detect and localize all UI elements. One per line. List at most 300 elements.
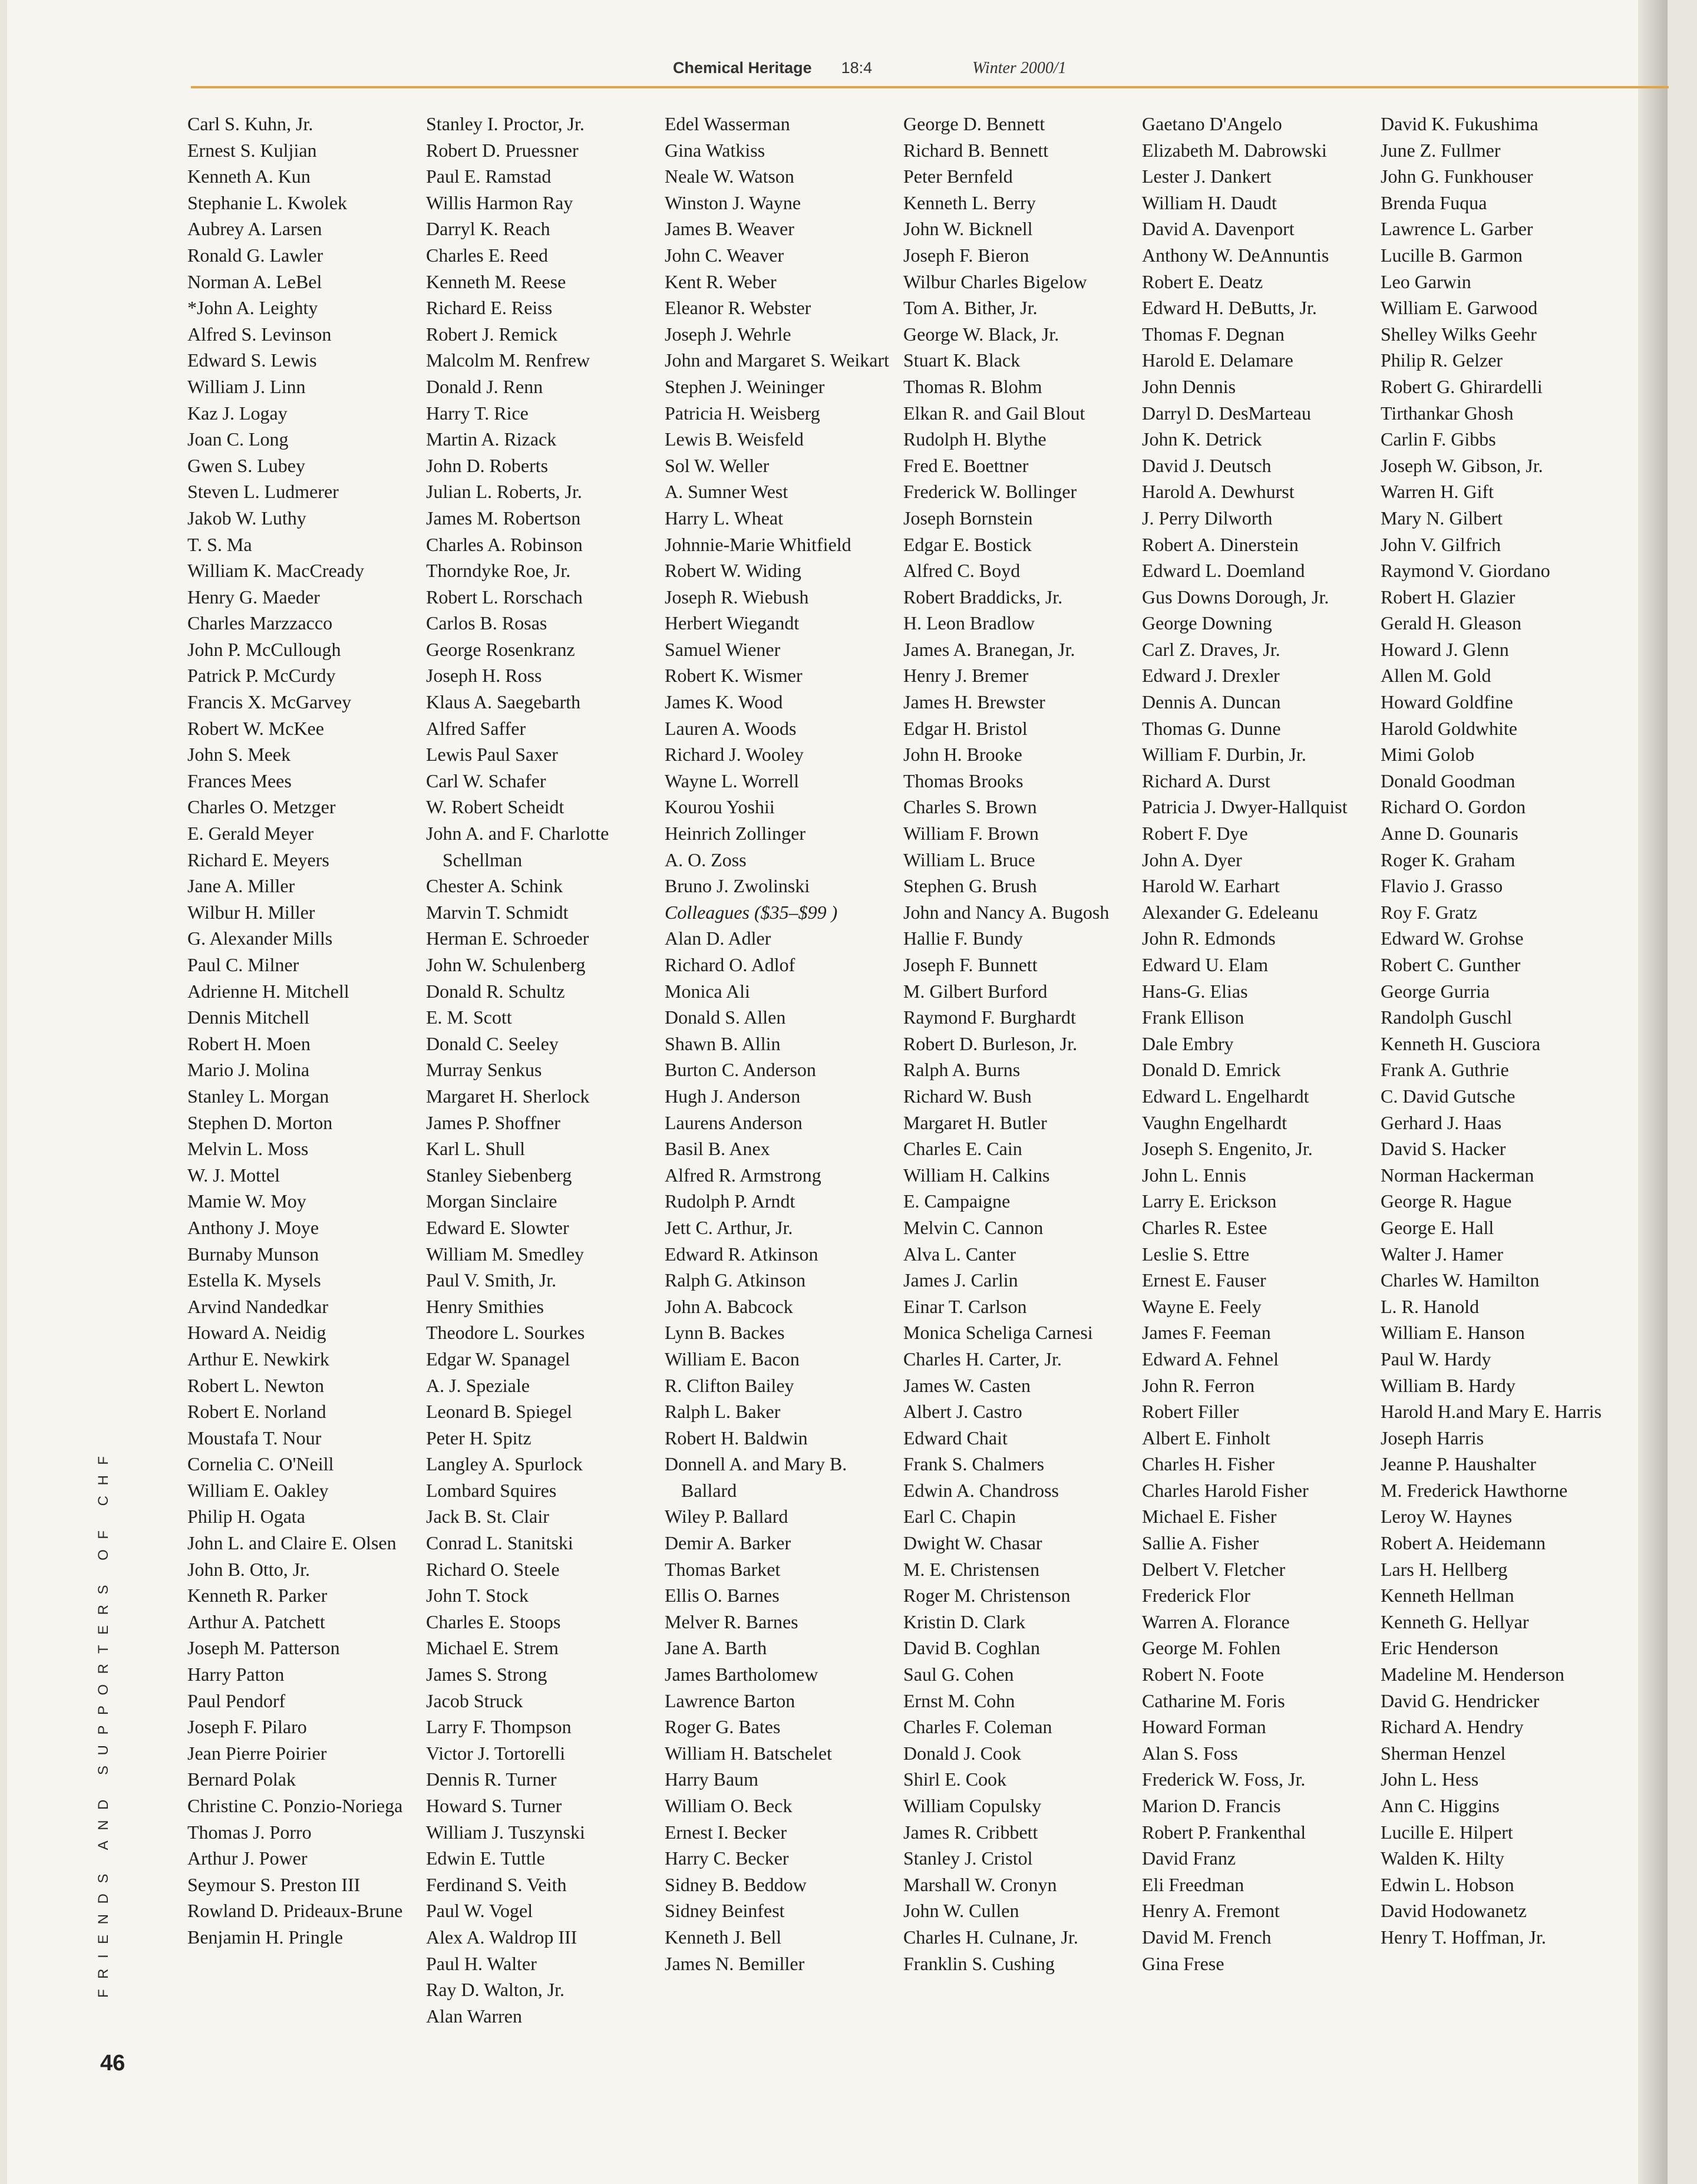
donor-name: Frederick Flor [1142, 1585, 1250, 1606]
donor-name: Robert W. McKee [187, 717, 324, 739]
magazine-title: Chemical Heritage [673, 59, 812, 77]
donor-name: Robert E. Deatz [1142, 270, 1263, 292]
donor-name: Frank S. Chalmers [903, 1453, 1045, 1475]
donor-name: James P. Shoffner [426, 1111, 560, 1133]
donor-name: Wayne L. Worrell [665, 770, 799, 791]
donor-name: Donald S. Allen [665, 1007, 786, 1028]
donor-name: Charles A. Robinson [426, 533, 583, 555]
donor-name: Arthur J. Power [187, 1848, 308, 1869]
donor-name: Burton C. Anderson [665, 1059, 816, 1081]
donor-name: Saul G. Cohen [903, 1664, 1014, 1685]
donor-name: Joseph J. Wehrle [665, 323, 791, 345]
donor-name: Arthur A. Patchett [187, 1611, 325, 1632]
donor-name: John W. Bicknell [903, 218, 1033, 240]
donor-name: Karl L. Shull [426, 1138, 525, 1160]
donor-name: Stephanie L. Kwolek [187, 192, 348, 213]
donor-name: William F. Durbin, Jr. [1142, 744, 1306, 766]
donor-name: W. Robert Scheidt [426, 796, 564, 818]
donor-name: Joseph S. Engenito, Jr. [1142, 1138, 1313, 1160]
donor-name: Hallie F. Bundy [903, 928, 1023, 949]
donor-name: John and Margaret S. Weikart [665, 349, 890, 371]
donor-name: Peter Bernfeld [903, 166, 1013, 187]
donor-name: Stanley L. Morgan [187, 1085, 329, 1107]
donor-name: John L. Ennis [1142, 1164, 1246, 1186]
donor-name: Donald C. Seeley [426, 1032, 559, 1054]
donor-name: Henry G. Maeder [187, 586, 320, 608]
donor-name: *John A. Leighty [187, 297, 318, 319]
donor-name: William E. Oakley [187, 1479, 329, 1501]
donor-name: David J. Deutsch [1142, 454, 1272, 476]
donor-name: J. Perry Dilworth [1142, 507, 1273, 529]
donor-name: Ernest S. Kuljian [187, 139, 317, 161]
donor-name: Joseph R. Wiebush [665, 586, 809, 608]
donor-name: Charles E. Stoops [426, 1611, 561, 1632]
donor-name: Robert A. Heidemann [1381, 1532, 1546, 1554]
donor-name: John R. Ferron [1142, 1374, 1255, 1396]
donor-name: Bernard Polak [187, 1769, 296, 1790]
donor-name: David B. Coghlan [903, 1637, 1040, 1659]
donor-name: Jean Pierre Poirier [187, 1742, 327, 1764]
donor-name: Robert Braddicks, Jr. [903, 586, 1063, 608]
donor-name: Melver R. Barnes [665, 1611, 798, 1632]
donor-name: James N. Bemiller [665, 1952, 805, 1974]
donor-name: Ernst M. Cohn [903, 1690, 1015, 1711]
donor-name: Robert P. Frankenthal [1142, 1821, 1306, 1843]
donor-name: Randolph Guschl [1381, 1007, 1513, 1028]
donor-name: William M. Smedley [426, 1243, 585, 1265]
donor-name: Alfred S. Levinson [187, 323, 332, 345]
donor-name: Charles S. Brown [903, 796, 1037, 818]
donor-name: Stephen D. Morton [187, 1111, 333, 1133]
donor-name: Alfred C. Boyd [903, 560, 1021, 582]
donor-name: Henry T. Hoffman, Jr. [1381, 1926, 1546, 1948]
donor-name: Wayne E. Feely [1142, 1295, 1262, 1317]
donor-name: Estella K. Mysels [187, 1269, 321, 1291]
donor-name: Robert D. Burleson, Jr. [903, 1032, 1078, 1054]
donor-name: Joseph Harris [1381, 1427, 1484, 1449]
donor-name: Tom A. Bither, Jr. [903, 297, 1038, 319]
donor-name: Franklin S. Cushing [903, 1952, 1055, 1974]
donor-name: Brenda Fuqua [1381, 192, 1487, 213]
donor-name: Alan Warren [426, 2005, 522, 2027]
donor-name: Leroy W. Haynes [1381, 1506, 1513, 1528]
donor-name: Rudolph H. Blythe [903, 428, 1046, 450]
donor-name: William E. Bacon [665, 1348, 800, 1370]
donor-name: Robert Filler [1142, 1401, 1239, 1423]
donor-name: Edwin E. Tuttle [426, 1848, 545, 1869]
donor-name: C. David Gutsche [1381, 1085, 1516, 1107]
donor-name: Rudolph P. Arndt [665, 1190, 795, 1212]
donor-name: Ernest E. Fauser [1142, 1269, 1266, 1291]
donor-name: John B. Otto, Jr. [187, 1558, 311, 1580]
donor-column-1 [187, 111, 420, 1951]
donor-name: Carlos B. Rosas [426, 612, 547, 634]
donor-name: John W. Cullen [903, 1900, 1019, 1922]
donor-name: Thorndyke Roe, Jr. [426, 560, 571, 582]
donor-name: Joseph Bornstein [903, 507, 1033, 529]
donor-name: Tirthankar Ghosh [1381, 402, 1514, 424]
donor-name: James M. Robertson [426, 507, 581, 529]
donor-name: David M. French [1142, 1926, 1272, 1948]
donor-name: David K. Fukushima [1381, 113, 1538, 134]
donor-name: Roy F. Gratz [1381, 901, 1477, 923]
donor-name: Richard B. Bennett [903, 139, 1049, 161]
donor-name: Seymour S. Preston III [187, 1873, 361, 1895]
donor-name: Dennis Mitchell [187, 1007, 310, 1028]
donor-name: David G. Hendricker [1381, 1690, 1540, 1711]
donor-name: G. Alexander Mills [187, 928, 333, 949]
donor-name: Lucille E. Hilpert [1381, 1821, 1513, 1843]
donor-name: Darryl K. Reach [426, 218, 550, 240]
donor-name: Albert E. Finholt [1142, 1427, 1270, 1449]
donor-name: Henry Smithies [426, 1295, 544, 1317]
donor-name: Thomas R. Blohm [903, 375, 1042, 397]
donor-name: George W. Black, Jr. [903, 323, 1059, 345]
donor-name: Paul C. Milner [187, 954, 299, 975]
donor-name: Lewis Paul Saxer [426, 744, 558, 766]
section-heading: Colleagues ($35–$99 ) [665, 901, 838, 923]
donor-name: R. Clifton Bailey [665, 1374, 794, 1396]
donor-name: George Gurria [1381, 980, 1490, 1002]
donor-name: Edwin L. Hobson [1381, 1873, 1514, 1895]
donor-name: Arthur E. Newkirk [187, 1348, 329, 1370]
donor-column-2 [426, 111, 659, 2029]
donor-name: John S. Meek [187, 744, 291, 766]
donor-name: Dale Embry [1142, 1032, 1234, 1054]
donor-name: Roger G. Bates [665, 1716, 781, 1738]
donor-name: Mamie W. Moy [187, 1190, 306, 1212]
donor-name: William H. Daudt [1142, 192, 1277, 213]
donor-name: Paul W. Hardy [1381, 1348, 1491, 1370]
donor-name: Thomas F. Degnan [1142, 323, 1285, 345]
donor-name: Anthony J. Moye [187, 1216, 319, 1238]
donor-name: Edgar W. Spanagel [426, 1348, 570, 1370]
header-rule [191, 86, 1669, 88]
donor-name: Alexander G. Edeleanu [1142, 901, 1319, 923]
donor-name: Theodore L. Sourkes [426, 1322, 585, 1344]
donor-name: Harry L. Wheat [665, 507, 784, 529]
donor-name: Burnaby Munson [187, 1243, 319, 1265]
donor-name: Gerhard J. Haas [1381, 1111, 1502, 1133]
donor-name: George Downing [1142, 612, 1272, 634]
donor-name: Carl W. Schafer [426, 770, 546, 791]
donor-name: Donald R. Schultz [426, 980, 565, 1002]
issue-season: Winter 2000/1 [972, 59, 1067, 77]
donor-name: Mario J. Molina [187, 1059, 310, 1081]
donor-name: George R. Hague [1381, 1190, 1512, 1212]
donor-name: Joseph H. Ross [426, 665, 542, 687]
donor-name: Edward L. Engelhardt [1142, 1085, 1309, 1107]
donor-name: John A. Dyer [1142, 849, 1242, 870]
donor-name: Elkan R. and Gail Blout [903, 402, 1085, 424]
donor-name: Alex A. Waldrop III [426, 1926, 577, 1948]
donor-name: Robert L. Rorschach [426, 586, 583, 608]
donor-name: Wilbur H. Miller [187, 901, 315, 923]
donor-name: Charles H. Carter, Jr. [903, 1348, 1062, 1370]
donor-name: Lawrence Barton [665, 1690, 795, 1711]
donor-name: Peter H. Spitz [426, 1427, 531, 1449]
donor-name: Charles H. Fisher [1142, 1453, 1275, 1475]
donor-name: Victor J. Tortorelli [426, 1742, 566, 1764]
donor-name: Jakob W. Luthy [187, 507, 306, 529]
donor-name: Frank A. Guthrie [1381, 1059, 1509, 1081]
donor-name: Richard O. Gordon [1381, 796, 1526, 818]
donor-name: James H. Brewster [903, 691, 1045, 713]
donor-name: Elizabeth M. Dabrowski [1142, 139, 1327, 161]
donor-name: Richard E. Meyers [187, 849, 329, 870]
donor-name: Carl Z. Draves, Jr. [1142, 638, 1280, 660]
donor-name: George D. Bennett [903, 113, 1045, 134]
donor-name: John H. Brooke [903, 744, 1022, 766]
donor-name: Robert E. Norland [187, 1401, 326, 1423]
donor-name: Julian L. Roberts, Jr. [426, 481, 582, 503]
donor-name: Vaughn Engelhardt [1142, 1111, 1287, 1133]
donor-name: Joan C. Long [187, 428, 289, 450]
donor-name: Kristin D. Clark [903, 1611, 1026, 1632]
donor-name: L. R. Hanold [1381, 1295, 1480, 1317]
donor-name: Benjamin H. Pringle [187, 1926, 343, 1948]
donor-name: Robert F. Dye [1142, 823, 1248, 844]
donor-name: William E. Garwood [1381, 297, 1538, 319]
donor-name: Eleanor R. Webster [665, 297, 811, 319]
donor-name: A. O. Zoss [665, 849, 747, 870]
donor-name: Kent R. Weber [665, 270, 777, 292]
donor-name: George M. Fohlen [1142, 1637, 1280, 1659]
donor-name: Stuart K. Black [903, 349, 1021, 371]
donor-name: Eric Henderson [1381, 1637, 1498, 1659]
donor-name: Harry Patton [187, 1664, 285, 1685]
donor-name: Kenneth A. Kun [187, 166, 311, 187]
donor-name: Harold E. Delamare [1142, 349, 1293, 371]
donor-name: Paul E. Ramstad [426, 166, 552, 187]
donor-name: Charles E. Cain [903, 1138, 1022, 1160]
donor-name: Stephen J. Weininger [665, 375, 825, 397]
donor-name: John T. Stock [426, 1585, 529, 1606]
donor-name: Frances Mees [187, 770, 292, 791]
donor-name: Walter J. Hamer [1381, 1243, 1503, 1265]
donor-name: Roger M. Christenson [903, 1585, 1071, 1606]
donor-name: Richard O. Adlof [665, 954, 795, 975]
donor-name: Howard A. Neidig [187, 1322, 326, 1344]
donor-name: Charles E. Reed [426, 244, 549, 266]
donor-name: James J. Carlin [903, 1269, 1018, 1291]
donor-name: Harold Goldwhite [1381, 717, 1517, 739]
donor-name: Sherman Henzel [1381, 1742, 1506, 1764]
donor-name: Warren H. Gift [1381, 481, 1494, 503]
donor-name: John C. Weaver [665, 244, 784, 266]
donor-name: John R. Edmonds [1142, 928, 1276, 949]
donor-name: Monica Scheliga Carnesi [903, 1322, 1093, 1344]
donor-name: Langley A. Spurlock [426, 1453, 583, 1475]
donor-name: John and Nancy A. Bugosh [903, 901, 1110, 923]
donor-name: Basil B. Anex [665, 1138, 770, 1160]
donor-name: Darryl D. DesMarteau [1142, 402, 1311, 424]
donor-name: Chester A. Schink [426, 875, 563, 897]
donor-name: William J. Tuszynski [426, 1821, 585, 1843]
donor-name: Steven L. Ludmerer [187, 481, 339, 503]
donor-name: Moustafa T. Nour [187, 1427, 322, 1449]
running-header [673, 59, 1067, 85]
donor-name: Gaetano D'Angelo [1142, 113, 1282, 134]
donor-name: Norman A. LeBel [187, 270, 322, 292]
donor-name: Alan S. Foss [1142, 1742, 1238, 1764]
donor-name: Madeline M. Henderson [1381, 1664, 1564, 1685]
donor-name: Robert H. Moen [187, 1032, 311, 1054]
donor-name: Gus Downs Dorough, Jr. [1142, 586, 1329, 608]
donor-name: Kaz J. Logay [187, 402, 288, 424]
donor-name: Robert J. Remick [426, 323, 558, 345]
donor-name: Marion D. Francis [1142, 1795, 1281, 1816]
donor-name: Paul V. Smith, Jr. [426, 1269, 557, 1291]
donor-name: Donnell A. and Mary B. Ballard [665, 1453, 847, 1501]
donor-name: George Rosenkranz [426, 638, 575, 660]
donor-name: Edward J. Drexler [1142, 665, 1280, 687]
donor-name: Dwight W. Chasar [903, 1532, 1042, 1554]
donor-name: A. Sumner West [665, 481, 788, 503]
section-sidebar-label: FRIENDS AND SUPPORTERS OF CHF [95, 1446, 111, 1998]
donor-name: Gerald H. Gleason [1381, 612, 1522, 634]
donor-name: A. J. Speziale [426, 1374, 530, 1396]
donor-name: Michael E. Fisher [1142, 1506, 1277, 1528]
donor-name: David S. Hacker [1381, 1138, 1506, 1160]
page-number: 46 [100, 2051, 126, 2076]
donor-name: Patrick P. McCurdy [187, 665, 336, 687]
donor-name: Sidney Beinfest [665, 1900, 785, 1922]
donor-name: Sallie A. Fisher [1142, 1532, 1259, 1554]
donor-name: Ralph L. Baker [665, 1401, 781, 1423]
donor-name: Lars H. Hellberg [1381, 1558, 1508, 1580]
donor-name: Leonard B. Spiegel [426, 1401, 572, 1423]
donor-name: Warren A. Florance [1142, 1611, 1290, 1632]
donor-name: Melvin L. Moss [187, 1138, 309, 1160]
donor-name: Edgar E. Bostick [903, 533, 1032, 555]
donor-name: Edward Chait [903, 1427, 1008, 1449]
donor-name: Richard W. Bush [903, 1085, 1032, 1107]
donor-name: Kenneth L. Berry [903, 192, 1036, 213]
donor-name: Harry Baum [665, 1769, 759, 1790]
donor-name: Robert H. Baldwin [665, 1427, 808, 1449]
donor-name: Ferdinand S. Veith [426, 1873, 567, 1895]
donor-name: Laurens Anderson [665, 1111, 803, 1133]
donor-name: Robert G. Ghirardelli [1381, 375, 1543, 397]
donor-name: John G. Funkhouser [1381, 166, 1533, 187]
donor-name: Monica Ali [665, 980, 750, 1002]
donor-name: Stanley Siebenberg [426, 1164, 572, 1186]
donor-name: Donald J. Cook [903, 1742, 1021, 1764]
donor-name: Shelley Wilks Geehr [1381, 323, 1537, 345]
donor-name: Harold W. Earhart [1142, 875, 1280, 897]
donor-name: Robert N. Foote [1142, 1664, 1265, 1685]
donor-name: Lynn B. Backes [665, 1322, 785, 1344]
donor-name: Thomas Brooks [903, 770, 1024, 791]
donor-name: Christine C. Ponzio-Noriega [187, 1795, 403, 1816]
donor-name: Earl C. Chapin [903, 1506, 1016, 1528]
donor-name: John K. Detrick [1142, 428, 1262, 450]
donor-name: Kourou Yoshii [665, 796, 775, 818]
donor-name: Eli Freedman [1142, 1873, 1244, 1895]
donor-name: E. Gerald Meyer [187, 823, 314, 844]
donor-name: Carlin F. Gibbs [1381, 428, 1496, 450]
donor-name: Jeanne P. Haushalter [1381, 1453, 1536, 1475]
donor-name: Klaus A. Saegebarth [426, 691, 581, 713]
donor-name: Ralph G. Atkinson [665, 1269, 806, 1291]
donor-name: Paul W. Vogel [426, 1900, 533, 1922]
donor-name: Ellis O. Barnes [665, 1585, 780, 1606]
donor-name: James K. Wood [665, 691, 783, 713]
donor-name: Howard S. Turner [426, 1795, 562, 1816]
donor-name: John Dennis [1142, 375, 1236, 397]
donor-name: Gina Frese [1142, 1952, 1224, 1974]
donor-name: William H. Batschelet [665, 1742, 832, 1764]
donor-name: Donald J. Renn [426, 375, 543, 397]
donor-name: Philip H. Ogata [187, 1506, 305, 1528]
donor-name: Charles Marzzacco [187, 612, 333, 634]
donor-name: Edward R. Atkinson [665, 1243, 818, 1265]
donor-name: James B. Weaver [665, 218, 794, 240]
donor-name: Shirl E. Cook [903, 1769, 1007, 1790]
donor-name: Murray Senkus [426, 1059, 542, 1081]
donor-name: E. Campaigne [903, 1190, 1011, 1212]
donor-name: Howard Goldfine [1381, 691, 1513, 713]
donor-name: Harry C. Becker [665, 1848, 789, 1869]
donor-name: Heinrich Zollinger [665, 823, 806, 844]
donor-name: John L. and Claire E. Olsen [187, 1532, 397, 1554]
donor-name: Edward U. Elam [1142, 954, 1269, 975]
donor-name: Rowland D. Prideaux-Brune [187, 1900, 403, 1922]
donor-name: Kenneth Hellman [1381, 1585, 1514, 1606]
donor-name: Herbert Wiegandt [665, 612, 800, 634]
donor-name: David A. Davenport [1142, 218, 1295, 240]
donor-name: Marshall W. Cronyn [903, 1873, 1057, 1895]
donor-name: Sol W. Weller [665, 454, 770, 476]
donor-name: Edward A. Fehnel [1142, 1348, 1279, 1370]
donor-name: Robert H. Glazier [1381, 586, 1516, 608]
donor-name: Anne D. Gounaris [1381, 823, 1518, 844]
donor-name: Robert C. Gunther [1381, 954, 1521, 975]
donor-name: Henry A. Fremont [1142, 1900, 1280, 1922]
donor-name: Ralph A. Burns [903, 1059, 1021, 1081]
donor-name: Wilbur Charles Bigelow [903, 270, 1087, 292]
donor-name: Neale W. Watson [665, 166, 794, 187]
donor-name: Jacob Struck [426, 1690, 523, 1711]
donor-name: Cornelia C. O'Neill [187, 1453, 334, 1475]
donor-name: Joseph F. Bieron [903, 244, 1029, 266]
donor-name: Thomas J. Porro [187, 1821, 312, 1843]
donor-name: John L. Hess [1381, 1769, 1479, 1790]
donor-name: Lucille B. Garmon [1381, 244, 1523, 266]
donor-name: Ernest I. Becker [665, 1821, 787, 1843]
donor-name: James Bartholomew [665, 1664, 818, 1685]
donor-name: Morgan Sinclaire [426, 1190, 557, 1212]
donor-name: Margaret H. Butler [903, 1111, 1047, 1133]
donor-name: Donald Goodman [1381, 770, 1516, 791]
donor-name: Kenneth G. Hellyar [1381, 1611, 1529, 1632]
donor-name: James W. Casten [903, 1374, 1031, 1396]
donor-name: William B. Hardy [1381, 1374, 1516, 1396]
donor-name: Lester J. Dankert [1142, 166, 1272, 187]
donor-name: Shawn B. Allin [665, 1032, 781, 1054]
donor-name: Kenneth R. Parker [187, 1585, 328, 1606]
donor-column-4 [903, 111, 1136, 1977]
donor-name: Alfred Saffer [426, 717, 526, 739]
donor-column-3 [665, 111, 897, 1977]
donor-name: Delbert V. Fletcher [1142, 1558, 1286, 1580]
donor-name: Thomas Barket [665, 1558, 781, 1580]
donor-name: William L. Bruce [903, 849, 1035, 870]
donor-name: Stanley I. Proctor, Jr. [426, 113, 585, 134]
donor-name: Charles H. Culnane, Jr. [903, 1926, 1078, 1948]
donor-name: James F. Feeman [1142, 1322, 1271, 1344]
